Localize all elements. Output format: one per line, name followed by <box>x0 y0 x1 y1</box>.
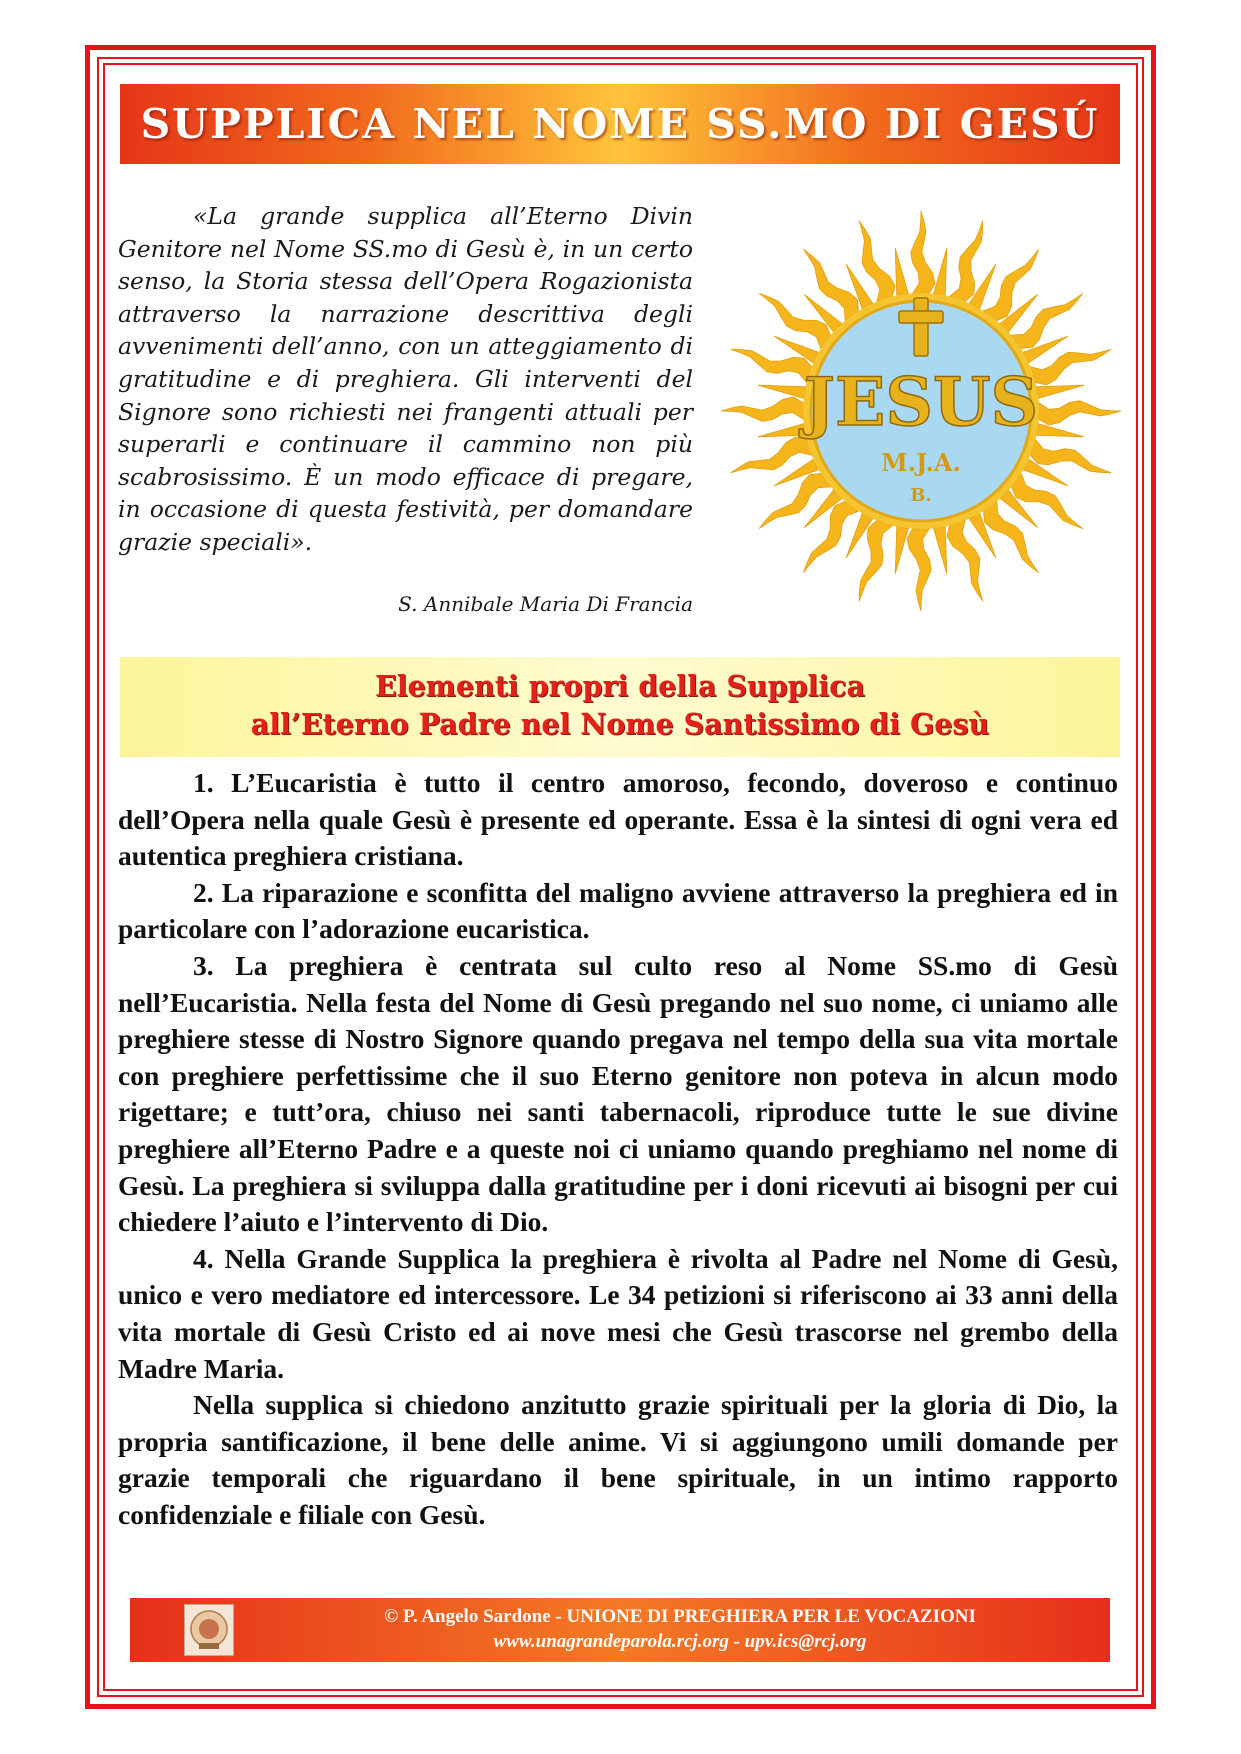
section-heading-line2: all’Eterno Padre nel Nome Santissimo di Gesù <box>250 707 990 741</box>
sun-ray <box>803 501 858 572</box>
sun-ray <box>895 526 908 573</box>
sun-ray <box>758 424 805 437</box>
sun-ray <box>950 221 983 302</box>
sun-ray <box>895 248 908 295</box>
sun-ray <box>984 249 1039 320</box>
sun-ray <box>731 349 812 382</box>
sun-ray <box>934 248 947 295</box>
paragraph-4: 4. Nella Grande Supplica la preghiera è rivolta al Padre nel Nome di Gesù, unico e vero mediatore ed intercessore. Le 34 petizioni si riferiscono ai 33 anni della vita mortale di Gesù Cristo ed ai nove mesi che Gesù trascorse nel grembo della Madre Maria. <box>118 1242 1118 1384</box>
emblem-word: JESUS <box>803 363 1039 441</box>
footer-copyright: © P. Angelo Sardone - UNIONE DI PREGHIERA PER LE VOCAZIONI <box>384 1606 976 1627</box>
emblem-initials: M.J.A. <box>881 448 961 477</box>
paragraph-2: 2. La riparazione e sconfitta del maligno avviene attraverso la preghiera ed in particolare con l’adorazione eucaristica. <box>118 876 1118 945</box>
sun-ray <box>1011 293 1082 348</box>
footer-band <box>130 1598 1110 1662</box>
sun-ray <box>1030 349 1111 385</box>
sun-ray <box>1036 385 1083 398</box>
sun-ray <box>1039 401 1121 425</box>
sun-ray <box>907 529 931 611</box>
quote-text: «La grande supplica all’Eterno Divin Genitore nel Nome SS.mo di Gesù è, in un certo senso, la Storia stessa dell’Opera Rogazionista attraverso la narrazione descrittiva degli avvenimenti dell’anno, con un atteggiamento di gratitudine e di preghiera. Gli interventi del Signore sono richiesti nei frangenti attuali per superarli e continuare il cammino non più scabrosissimo. È un modo efficace di pregare, in occasione di questa festività, per domandare grazie speciali». <box>118 202 693 556</box>
sun-ray <box>759 293 830 348</box>
ihs-sunburst-emblem-icon <box>713 203 1129 619</box>
sun-ray <box>859 520 892 601</box>
body-text <box>118 765 1118 1533</box>
quote-author: S. Annibale Maria Di Francia <box>398 592 693 616</box>
page-title: SUPPLICA NEL NOME SS.MO DI GESÚ <box>140 100 1100 148</box>
sun-ray <box>758 385 805 398</box>
paragraph-5: Nella supplica si chiedono anzitutto grazie spirituali per la gloria di Dio, la propria santificazione, il bene delle anime. Vi si aggiungono umili domande per grazie temporali che riguardano il bene spirituale, in un intimo rapporto confidenziale e filiale con Gesù. <box>118 1389 1118 1530</box>
sun-ray <box>859 221 895 302</box>
sun-ray <box>1030 440 1111 473</box>
publisher-logo-icon <box>184 1604 234 1656</box>
emblem-sub: B. <box>910 485 932 506</box>
sun-ray <box>731 437 812 473</box>
sun-ray <box>721 397 803 421</box>
section-heading-line1: Elementi propri della Supplica <box>375 669 865 703</box>
sun-ray <box>984 501 1039 572</box>
paragraph-3: 3. La preghiera è centrata sul culto reso al Nome SS.mo di Gesù nell’Eucaristia. Nella festa del Nome di Gesù pregando nel suo nome, ci uniamo alle preghiere stesse di Nostro Signore quando pregava nel tempo della sua vita mortale con preghiere perfettissime che il suo Eterno genitore non poteva in alcun modo rigettare; e tutt’ora, chiuso nei santi tabernacoli, riproduce tutte le sue divine preghiere all’Eterno Padre e a queste noi ci uniamo quando preghiamo nel nome di Gesù. La preghiera si sviluppa dalla gratitudine per i doni ricevuti ai bisogni per cui chiedere l’aiuto e l’intervento di Dio. <box>118 949 1118 1238</box>
sun-ray <box>947 520 983 601</box>
footer-links[interactable]: www.unagrandeparola.rcj.org - upv.ics@rcj.org <box>493 1631 867 1652</box>
paragraph-1: 1. L’Eucaristia è tutto il centro amoroso, fecondo, doveroso e continuo dell’Opera nella quale Gesù è presente ed operante. Essa è la sintesi di ogni vera ed autentica preghiera cristiana. <box>118 767 1118 872</box>
sun-ray <box>1036 424 1083 437</box>
sun-ray <box>759 474 830 529</box>
sun-ray <box>803 249 858 320</box>
sun-ray <box>934 526 947 573</box>
sun-ray <box>1011 474 1082 529</box>
section-heading-band <box>120 657 1120 757</box>
sun-ray <box>911 211 935 293</box>
title-banner <box>120 84 1120 164</box>
